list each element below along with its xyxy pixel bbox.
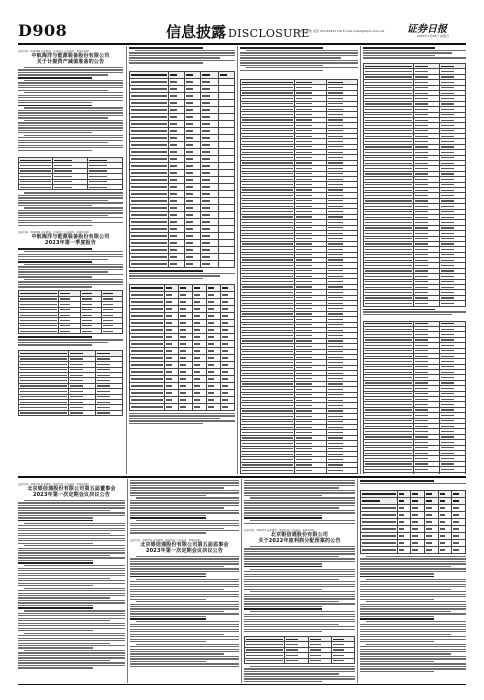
stock-code-line: 证券代码：300231 证券简称：银信科技 公告编号：2023-022 xyxy=(244,529,315,532)
company-name: 中航海洋与能源装备股份有限公司 xyxy=(31,53,110,59)
body-text xyxy=(244,546,355,634)
announcement-header xyxy=(130,539,239,554)
section-divider xyxy=(18,476,466,478)
header-rule xyxy=(18,43,466,45)
column-divider xyxy=(126,46,127,474)
shareholder-table xyxy=(129,284,235,411)
announcement-header xyxy=(18,50,123,65)
column-3 xyxy=(240,47,358,474)
body-text xyxy=(129,270,235,282)
newspaper-logo: 证券日报 xyxy=(407,24,447,35)
page-number: D908 xyxy=(18,21,68,40)
body-text xyxy=(244,666,355,683)
announcement-header xyxy=(18,231,123,246)
body-text xyxy=(363,309,466,319)
company-name: 北京银信通股份有限公司第五届董事会 xyxy=(27,486,116,492)
financial-table xyxy=(18,290,123,334)
body-text xyxy=(18,67,123,155)
body-text xyxy=(129,47,235,69)
body-text xyxy=(18,336,123,348)
company-name: 北京银信通股份有限公司 xyxy=(270,532,329,538)
column-4 xyxy=(363,47,466,474)
stock-code-line: 证券代码：300231 证券简称：银信科技 公告编号：2023-021 xyxy=(130,539,201,542)
body-text xyxy=(18,192,123,228)
body-text xyxy=(240,47,358,77)
body-text xyxy=(130,480,239,536)
announcement-title: 2023年第一季度报告 xyxy=(44,240,97,247)
company-name: 中航海洋与能源装备股份有限公司 xyxy=(31,234,110,241)
column-divider xyxy=(127,479,128,683)
body-text xyxy=(129,413,235,429)
column-divider xyxy=(237,46,238,474)
body-text xyxy=(18,248,123,288)
body-text xyxy=(244,480,355,526)
financial-table xyxy=(129,71,235,268)
body-text xyxy=(363,47,466,61)
body-text xyxy=(360,480,466,488)
announcement-header xyxy=(244,529,355,544)
body-text xyxy=(360,556,466,683)
announcement-title: 关于2022年度利润分配预案的公告 xyxy=(258,538,341,544)
lower-column-3 xyxy=(244,480,355,683)
stock-code-line: 证券代码：001696 证券简称：宗申动力 公告编号：2023-030 xyxy=(18,231,89,235)
section-title-en: DISCLOSURE xyxy=(228,27,310,40)
body-text xyxy=(130,556,239,668)
lower-column-1 xyxy=(18,480,125,683)
section-title-cn: 信息披露 xyxy=(166,23,227,41)
stock-code-line: 证券代码：001696 证券简称：宗申动力 公告编号：2023-029 xyxy=(18,50,89,53)
data-table xyxy=(18,157,123,190)
balance-sheet-table xyxy=(240,79,358,474)
footer-rule xyxy=(18,684,466,685)
voting-results-table xyxy=(360,490,466,554)
company-name: 北京银信通股份有限公司第五届监事会 xyxy=(140,542,229,548)
stock-code-line: 证券代码：300231 证券简称：银信科技 公告编号：2023-020 xyxy=(18,483,89,486)
masthead xyxy=(18,22,466,42)
column-divider xyxy=(241,479,242,683)
announcement-title: 2023年第一次定期会议决议公告 xyxy=(145,548,224,554)
column-divider xyxy=(357,479,358,683)
header-meta: 制作 王皓 电话 010-83251716 E-mail zqrb9@zqrb.sina.net xyxy=(299,29,385,33)
data-table xyxy=(244,636,355,664)
announcement-title: 关于计提资产减值准备的公告 xyxy=(36,59,105,65)
lower-column-4 xyxy=(360,480,466,683)
data-table xyxy=(18,350,123,416)
lower-column-2 xyxy=(130,480,239,683)
cash-flow-table xyxy=(363,321,466,474)
issue-date: 2023年4月28日 星期五 xyxy=(416,34,449,38)
section-title xyxy=(166,21,310,42)
column-1 xyxy=(18,47,123,474)
announcement-header xyxy=(18,483,125,498)
income-statement-table xyxy=(363,63,466,307)
announcement-title: 2023年第一次定期会议决议公告 xyxy=(32,492,111,498)
column-divider xyxy=(360,46,361,474)
column-2 xyxy=(129,47,235,474)
body-text xyxy=(18,500,125,670)
